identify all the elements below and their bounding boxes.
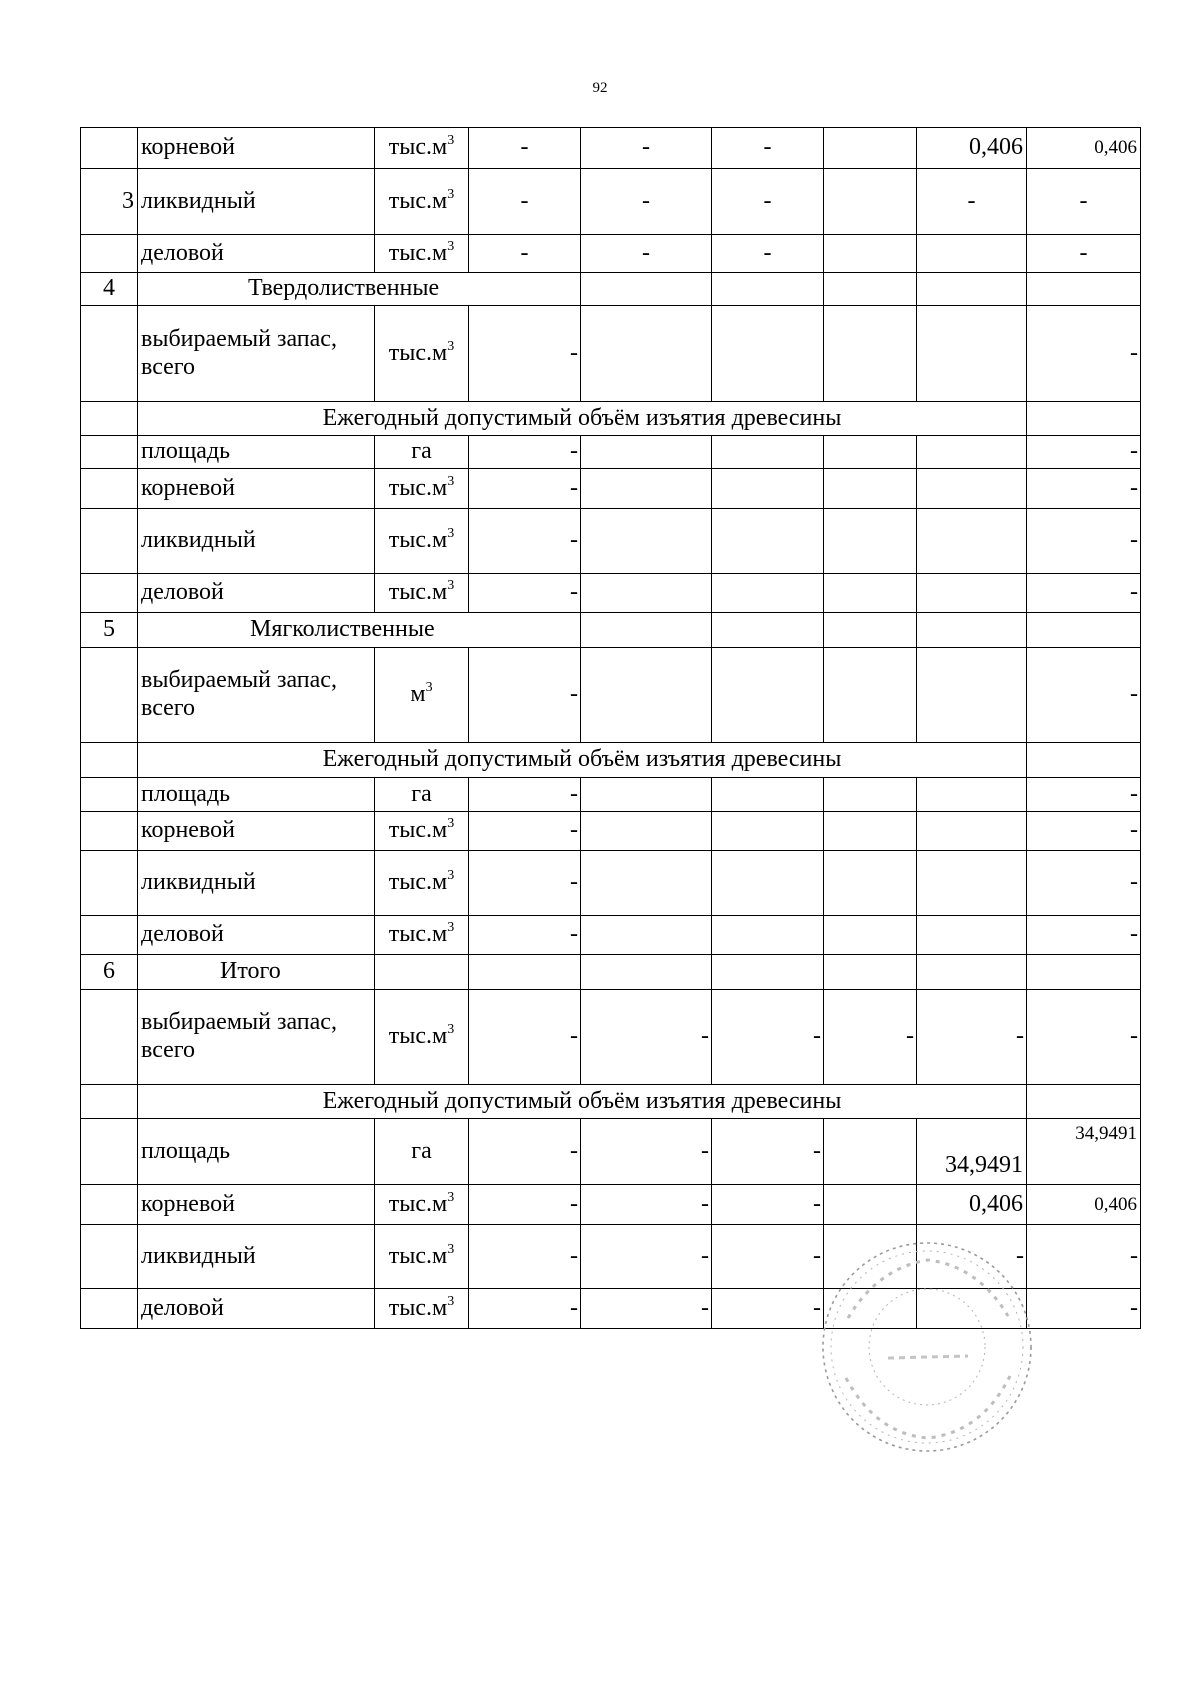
- banner-row: [81, 1085, 1141, 1119]
- row-label: корневой: [138, 1185, 375, 1225]
- row-label: деловой: [138, 916, 375, 955]
- section-number: 5: [81, 613, 138, 648]
- table-row: выбираемый запас, всего $м^3$ - -: [81, 648, 1141, 743]
- unit-cell: $тыс.м^3$: [375, 1225, 469, 1289]
- row-label: площадь: [138, 436, 375, 469]
- annual-volume-banner: Ежегодный допустимый объём изъятия древесины: [138, 1085, 1027, 1119]
- row-label: ликвидный: [138, 1225, 375, 1289]
- section-number: 6: [81, 955, 138, 990]
- table-row: корневой $тыс.м^3$ - -: [81, 812, 1141, 851]
- row-label: выбираемый запас, всего: [138, 648, 375, 743]
- unit-cell: $тыс.м^3$: [375, 574, 469, 613]
- section-number: 3: [81, 169, 138, 235]
- unit-cell: га: [375, 1119, 469, 1185]
- unit-cell: га: [375, 436, 469, 469]
- row-label: ликвидный: [138, 851, 375, 916]
- unit-cell: $тыс.м^3$: [375, 128, 469, 169]
- table-row: ликвидный $тыс.м^3$ - - - - -: [81, 1225, 1141, 1289]
- unit-cell: $тыс.м^3$: [375, 990, 469, 1085]
- row-label: площадь: [138, 778, 375, 812]
- table-row: деловой $тыс.м^3$ - -: [81, 574, 1141, 613]
- value-cell: 0,406: [917, 1185, 1027, 1225]
- table-row: 3 ликвидный $тыс.м^3$ - - - - -: [81, 169, 1141, 235]
- row-label: выбираемый запас, всего: [138, 990, 375, 1085]
- unit-cell: $тыс.м^3$: [375, 169, 469, 235]
- value-cell: 0,406: [1027, 128, 1141, 169]
- row-label: ликвидный: [138, 509, 375, 574]
- banner-row: [81, 743, 1141, 778]
- page-number: 92: [592, 80, 608, 96]
- value-cell: 0,406: [1027, 1185, 1141, 1225]
- unit-cell: $тыс.м^3$: [375, 235, 469, 273]
- table-row: площадь га - - - 34,9491 34,9491: [81, 1119, 1141, 1185]
- section-header-row: [81, 955, 1141, 990]
- row-label: выбираемый запас, всего: [138, 306, 375, 402]
- table-row: деловой $тыс.м^3$ - - - -: [81, 1289, 1141, 1329]
- table-row: площадь га - -: [81, 436, 1141, 469]
- unit-cell: $тыс.м^3$: [375, 812, 469, 851]
- row-label: площадь: [138, 1119, 375, 1185]
- value-cell: 34,9491: [917, 1119, 1027, 1185]
- section-number: 4: [81, 273, 138, 306]
- table-row: выбираемый запас, всего $тыс.м^3$ - - - - - -: [81, 990, 1141, 1085]
- table-row: корневой $тыс.м^3$ - -: [81, 469, 1141, 509]
- table-row: деловой $тыс.м^3$ - -: [81, 916, 1141, 955]
- row-label: корневой: [138, 469, 375, 509]
- unit-cell: $тыс.м^3$: [375, 469, 469, 509]
- table-row: корневой $тыс.м^3$ - - - 0,406 0,406: [81, 1185, 1141, 1225]
- banner-row: [81, 402, 1141, 436]
- annual-volume-banner: Ежегодный допустимый объём изъятия древесины: [138, 402, 1027, 436]
- value-cell: 0,406: [917, 128, 1027, 169]
- unit-cell: $тыс.м^3$: [375, 509, 469, 574]
- value-cell: 34,9491: [1027, 1119, 1141, 1185]
- unit-cell: га: [375, 778, 469, 812]
- section-header-row: [81, 613, 1141, 648]
- section-title: Твердолиственные: [138, 273, 581, 306]
- unit-cell: $тыс.м^3$: [375, 851, 469, 916]
- table-row: деловой $тыс.м^3$ - - - -: [81, 235, 1141, 273]
- annual-volume-banner: Ежегодный допустимый объём изъятия древесины: [138, 743, 1027, 778]
- table-row: ликвидный $тыс.м^3$ - -: [81, 509, 1141, 574]
- section-title: Итого: [138, 955, 375, 990]
- section-header-row: [81, 273, 1141, 306]
- unit-cell: $тыс.м^3$: [375, 916, 469, 955]
- unit-cell: $тыс.м^3$: [375, 1185, 469, 1225]
- unit-cell: $тыс.м^3$: [375, 1289, 469, 1329]
- row-label: ликвидный: [138, 169, 375, 235]
- row-label: деловой: [138, 235, 375, 273]
- unit-cell: $тыс.м^3$: [375, 306, 469, 402]
- row-label: деловой: [138, 1289, 375, 1329]
- unit-cell: $м^3$: [375, 648, 469, 743]
- official-seal-stamp: [818, 1238, 1036, 1456]
- forest-volume-table: [80, 127, 1141, 1329]
- row-label: деловой: [138, 574, 375, 613]
- section-title: Мягколиственные: [138, 613, 581, 648]
- row-label: корневой: [138, 128, 375, 169]
- table-row: ликвидный $тыс.м^3$ - -: [81, 851, 1141, 916]
- table-row: площадь га - -: [81, 778, 1141, 812]
- row-label: корневой: [138, 812, 375, 851]
- table-row: выбираемый запас, всего $тыс.м^3$ - -: [81, 306, 1141, 402]
- table-row: корневой $тыс.м^3$ - - - 0,406 0,406: [81, 128, 1141, 169]
